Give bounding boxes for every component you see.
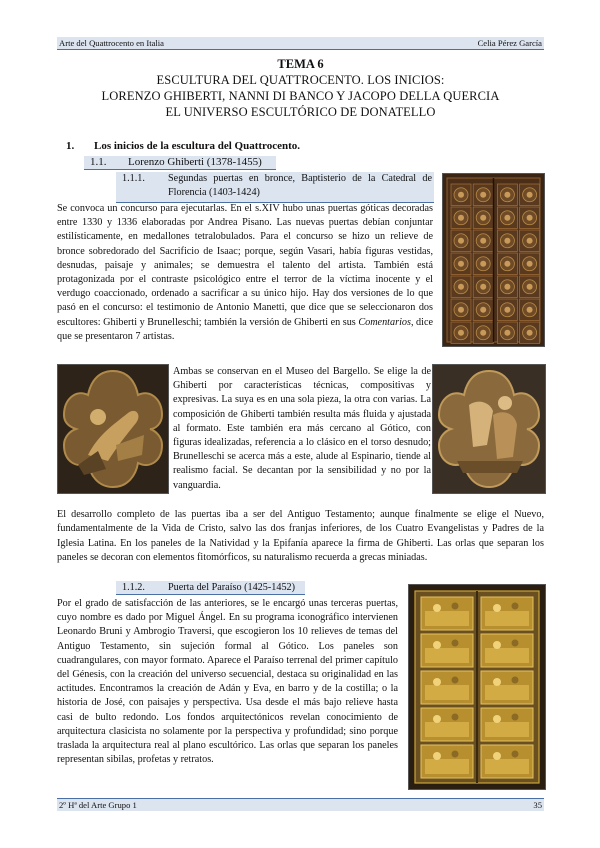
section-1-title: Los inicios de la escultura del Quattrocento.: [94, 140, 301, 152]
section-1-1-title: Lorenzo Ghiberti (1378-1455): [128, 156, 262, 168]
bronze-doors-drawing: [443, 174, 544, 346]
page-footer: [57, 798, 544, 811]
title-line-1: ESCULTURA DEL QUATTROCENTO. LOS INICIOS:: [156, 73, 445, 87]
section-1-1-1-number: 1.1.1.: [122, 173, 145, 184]
ghiberti-sacrifice-relief-image: [57, 364, 169, 494]
page-number: 35: [533, 800, 542, 810]
paragraph-1-text-end: , dice que se presentaron 7 artistas.: [57, 316, 434, 342]
section-1-1-2-number: 1.1.2.: [122, 582, 145, 593]
section-heading-1-1-1: [116, 172, 434, 203]
section-heading-1: [66, 139, 300, 153]
header-author: Celia Pérez García: [477, 38, 542, 48]
gates-of-paradise-image: [408, 584, 546, 790]
section-1-1-number: 1.1.: [90, 156, 107, 168]
section-1-1-1-title: Segundas puertas en bronce, Baptisterio de la Catedral de Florencia (1403-1424): [168, 173, 432, 198]
paragraph-gates-of-paradise: Por el grado de satisfacción de las anteriores, se le encargó unas terceras puertas, cuyo nombre es dado por Miguel Ángel. En su programa iconográfico intervienen Leonardo Bruni y Ambrogio Traversi, que escogieron los 10 relieves de temas del Antiguo Testamento, sin sujeción formal al Gótico. Los paneles son cuadrangulares, con mayor formato. Aparece el Paraíso terrenal del primer capítulo del Génesis, con la creación del universo secuencial, destaca su originalidad en las actitudes. Encontramos la creación de Adán y Eva, en barro y de la costilla; o la historia de José, con paisajes y perspectiva. Usa desde el más bajo relieve hasta casi de bulto redondo. Los fondos arquitectónicos revelan conocimiento de arquitectura clasicista no solamente por la perspectiva y profundidad; sino porque traslada la arquitectura real al plano escultórico. Las orlas que separan los paneles representan sibilas, profetas y retratos.: [57, 598, 398, 766]
golden-doors-drawing: [409, 585, 545, 789]
document-title-block: [57, 56, 544, 120]
paragraph-1-text: Se convoca un concurso para ejecutarlas. En el s.XIV hubo unas puertas góticas decoradas entre 1330 y 1336 elaboradas por Andrea Pisano. Las nuevas puertas debían conjuntar estilísticamente, en medallones tetralobulados. Para el concurso se hizo un relieve de bronce sobredorado del Sacrificio de Isaac; porque, según Vasari, había figuras vestidas, desnudas, paisaje y animales; se demuestra el talento del artista. También está protagonizada por el contraste psicológico entre el terror de la víctima inocente y el verdugo coaccionado, ordenado a sacrificar a su único hijo. Hay dos versiones de lo que pasó en el concurso: el testimonio de Antonio Manetti, que dice que se seleccionaron dos escultores: Ghiberti y Brunelleschi; también la versión de Ghiberti en sus: [57, 203, 433, 328]
north-doors-image: [442, 173, 545, 347]
quatrefoil-relief-left-drawing: [58, 365, 168, 493]
brunelleschi-sacrifice-relief-image: [432, 364, 546, 494]
section-1-number: 1.: [66, 140, 75, 152]
paragraph-1-italic-title: Comentarios: [358, 316, 411, 328]
paragraph-door-program: El desarrollo completo de las puertas iba a ser del Antiguo Testamento; aunque finalmente se elige el Nuevo, fundamentalmente de la Vida de Cristo, salvo las dos franjas inferiores, de los Cuatro Evangelistas y Padres de la Iglesia Latina. En los paneles de la Natividad y la Epifanía aparece la firma de Ghiberti. Las orlas que separan los paneles se decoran con elementos fitomórficos, su naturalismo recuerda a grecas miniadas.: [57, 509, 544, 564]
section-heading-1-1-2: [116, 581, 305, 595]
header-course-title: Arte del Quattrocento en Italia: [59, 38, 164, 48]
title-line-3: EL UNIVERSO ESCULTÓRICO DE DONATELLO: [165, 105, 436, 119]
page-header: [57, 37, 544, 50]
title-line-2: LORENZO GHIBERTI, NANNI DI BANCO Y JACOPO DELLA QUERCIA: [101, 89, 500, 103]
footer-course-group: 2º Hª del Arte Grupo 1: [59, 800, 137, 810]
section-1-1-2-title: Puerta del Paraíso (1425-1452): [168, 582, 296, 593]
tema-number: TEMA 6: [277, 57, 324, 71]
paragraph-bargello: Ambas se conservan en el Museo del Bargello. Se elige la de Ghiberti por características técnicas, compositivas y expresivas. La suya es en una sola pieza, la otra con varias. La composición de Ghiberti también resulta más fluida y ajustada al formato. Este también era más cercano al Gótico, con figuras idealizadas, referencia a lo clásico en el torso desnudo; Brunelleschi se acerca más a este, alude al Espinario, tiende al realismo facial. Se decantan por la sensibilidad y no por la vanguardia.: [173, 366, 431, 491]
section-heading-1-1: [84, 156, 276, 170]
paragraph-competition: [57, 202, 433, 344]
quatrefoil-relief-right-drawing: [433, 365, 545, 493]
